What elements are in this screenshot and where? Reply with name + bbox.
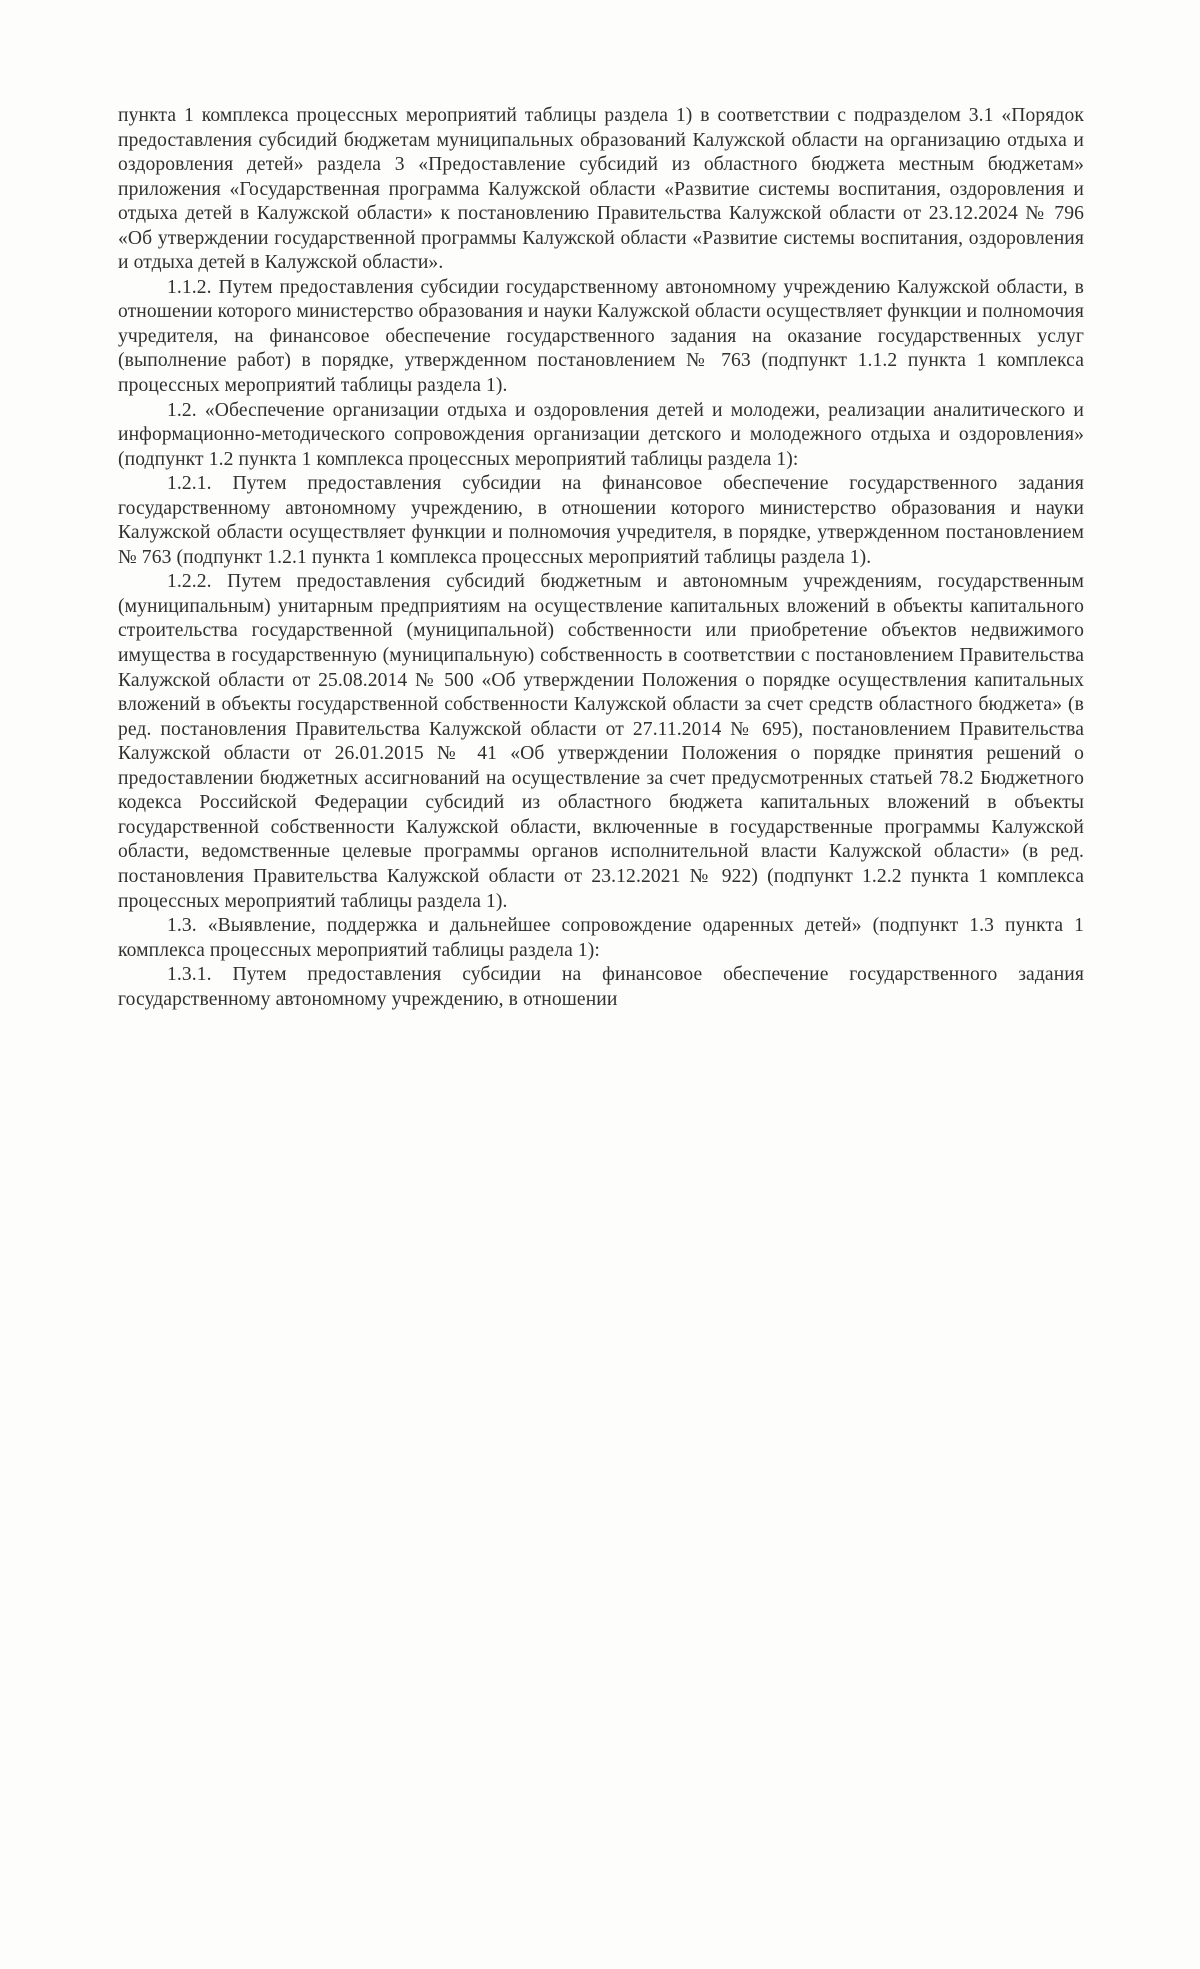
paragraph-1-3-1: 1.3.1. Путем предоставления субсидии на финансовое обеспечение государственного задания государственному автономному учреждению, в отношении [118,964,1084,1010]
paragraph-1-3: 1.3. «Выявление, поддержка и дальнейшее сопровождение одаренных детей» (подпункт 1.3 пункта 1 комплекса процессных мероприятий таблицы раздела 1): [118,915,1084,961]
paragraph-continuation: пункта 1 комплекса процессных мероприятий таблицы раздела 1) в соответствии с подразделом 3.1 «Порядок предоставления субсидий бюджетам муниципальных образований Калужской области на организацию отдыха и оздоровления детей» раздела 3 «Предоставление субсидий из областного бюджета местным бюджетам» приложения «Государственная программа Калужской области «Развитие системы воспитания, оздоровления и отдыха детей в Калужской области» к постановлению Правительства Калужской области от 23.12.2024 № 796 «Об утверждении государственной программы Калужской области «Развитие системы воспитания, оздоровления и отдыха детей в Калужской области». [118,105,1084,274]
paragraph-1-2-2: 1.2.2. Путем предоставления субсидий бюджетным и автономным учреждениям, государственным (муниципальным) унитарным предприятиям на осуществление капитальных вложений в объекты капитального строительства государственной (муниципальной) собственности или приобретение объектов недвижимого имущества в государственную (муниципальную) собственность в соответствии с постановлением Правительства Калужской области от 25.08.2014 № 500 «Об утверждении Положения о порядке осуществления капитальных вложений в объекты государственной собственности Калужской области за счет средств областного бюджета» (в ред. постановления Правительства Калужской области от 27.11.2014 № 695), постановлением Правительства Калужской области от 26.01.2015 № 41 «Об утверждении Положения о порядке принятия решений о предоставлении бюджетных ассигнований на осуществление за счет предусмотренных статьей 78.2 Бюджетного кодекса Российской Федерации субсидий из областного бюджета капитальных вложений в объекты государственной собственности Калужской области, включенные в государственные программы Калужской области, ведомственные целевые программы органов исполнительной власти Калужской области» (в ред. постановления Правительства Калужской области от 23.12.2021 № 922) (подпункт 1.2.2 пункта 1 комплекса процессных мероприятий таблицы раздела 1). [118,571,1084,912]
paragraph-1-2: 1.2. «Обеспечение организации отдыха и оздоровления детей и молодежи, реализации аналитического и информационно-методического сопровождения организации детского и молодежного отдыха и оздоровления» (подпункт 1.2 пункта 1 комплекса процессных мероприятий таблицы раздела 1): [118,399,1084,470]
document-text-block [118,104,1084,1012]
paragraph-1-2-1: 1.2.1. Путем предоставления субсидии на финансовое обеспечение государственного задания государственному автономному учреждению, в отношении которого министерство образования и науки Калужской области осуществляет функции и полномочия учредителя, в порядке, утвержденном постановлением № 763 (подпункт 1.2.1 пункта 1 комплекса процессных мероприятий таблицы раздела 1). [118,473,1084,568]
paragraph-1-1-2: 1.1.2. Путем предоставления субсидии государственному автономному учреждению Калужской области, в отношении которого министерство образования и науки Калужской области осуществляет функции и полномочия учредителя, на финансовое обеспечение государственного задания на оказание государственных услуг (выполнение работ) в порядке, утвержденном постановлением № 763 (подпункт 1.1.2 пункта 1 комплекса процессных мероприятий таблицы раздела 1). [118,276,1084,397]
